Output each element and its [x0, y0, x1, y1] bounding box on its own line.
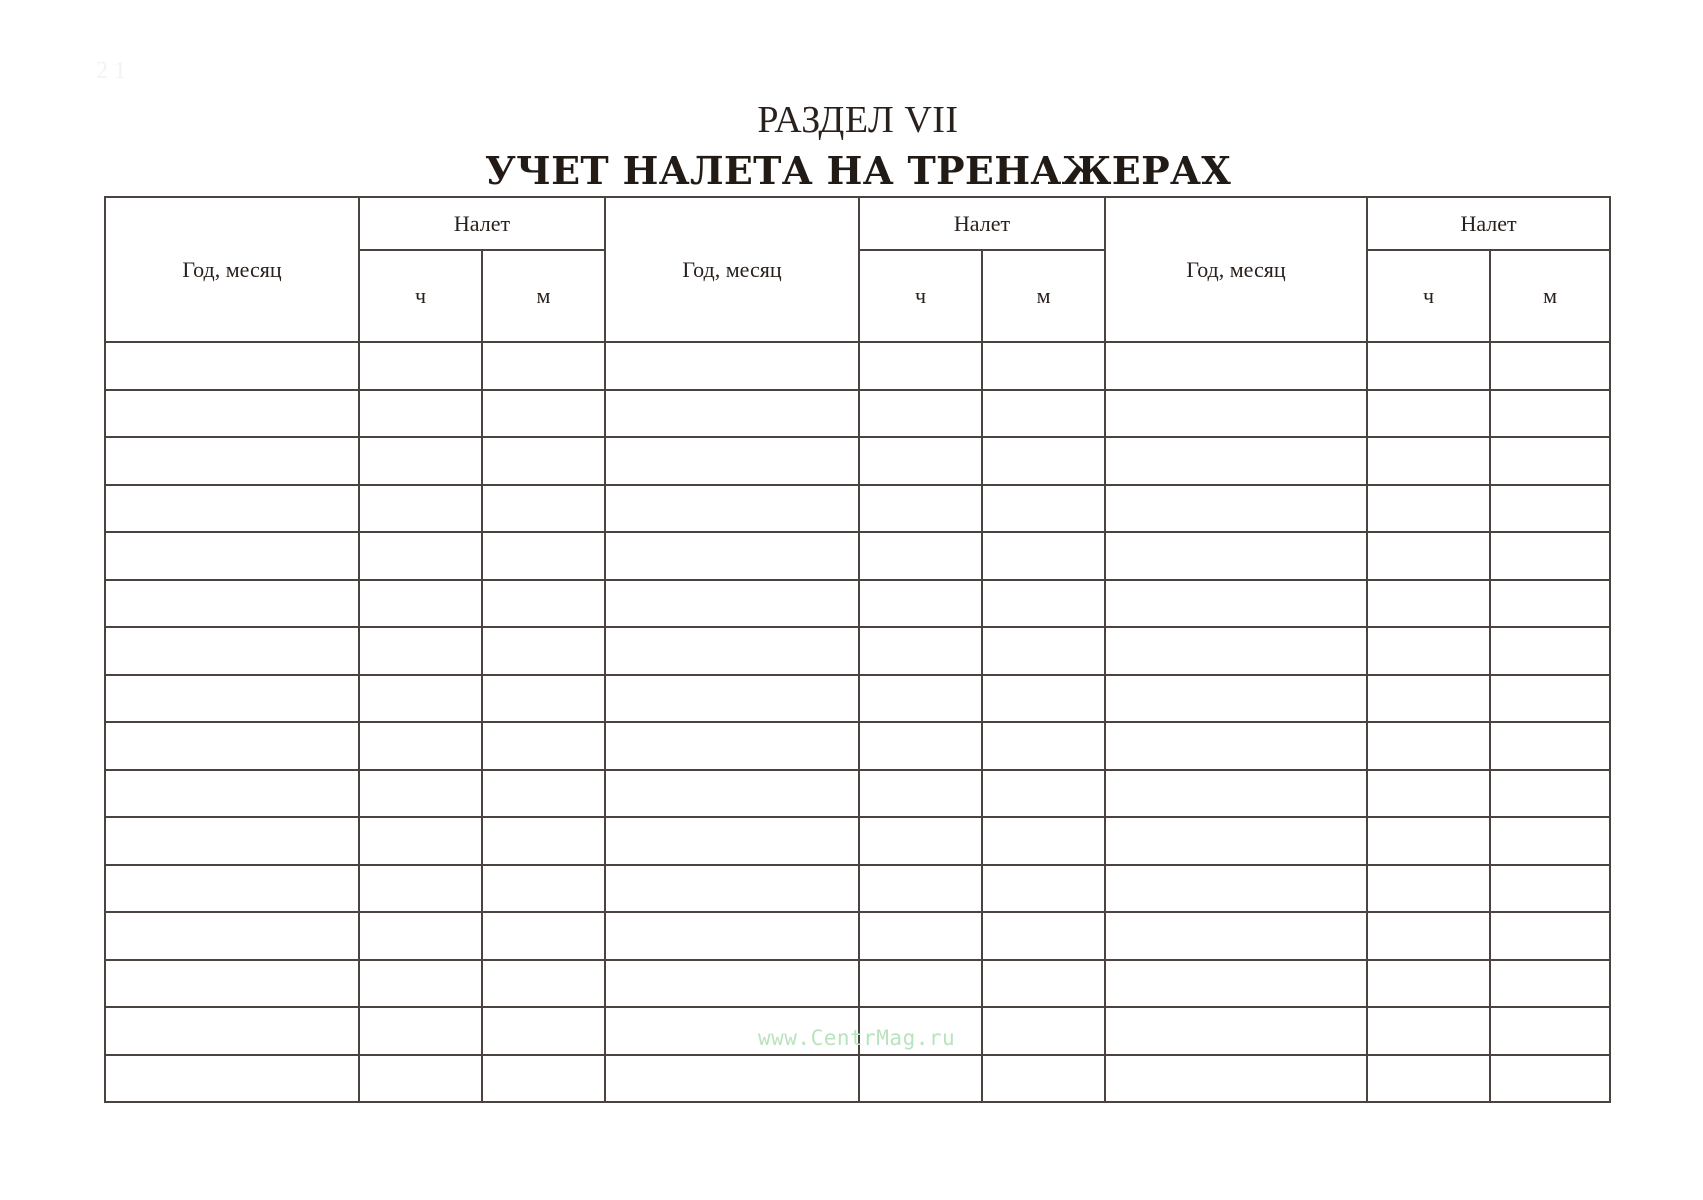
date-cell[interactable]: [605, 817, 859, 865]
minutes-cell[interactable]: [1490, 960, 1610, 1008]
hours-cell[interactable]: [359, 817, 482, 865]
table-body: [105, 342, 1610, 1102]
date-cell[interactable]: [1105, 627, 1367, 675]
hours-cell[interactable]: [859, 342, 982, 390]
minutes-cell[interactable]: [982, 960, 1105, 1008]
date-cell[interactable]: [1105, 342, 1367, 390]
minutes-cell[interactable]: [982, 342, 1105, 390]
date-column-header: Год, месяц: [105, 197, 359, 342]
hours-cell[interactable]: [1367, 485, 1490, 533]
date-cell[interactable]: [1105, 1055, 1367, 1103]
date-cell[interactable]: [605, 770, 859, 818]
section-label: РАЗДЕЛ VII: [757, 99, 959, 141]
minutes-cell[interactable]: [1490, 912, 1610, 960]
minutes-cell[interactable]: [982, 912, 1105, 960]
minutes-cell[interactable]: [982, 675, 1105, 723]
date-cell[interactable]: [1105, 770, 1367, 818]
hours-cell[interactable]: [359, 912, 482, 960]
date-cell[interactable]: [105, 817, 359, 865]
table-row: [105, 817, 1610, 865]
minutes-cell[interactable]: [982, 627, 1105, 675]
minutes-cell[interactable]: [482, 390, 605, 438]
minutes-cell[interactable]: [1490, 817, 1610, 865]
flight-log-table: [104, 196, 1611, 1103]
minutes-cell[interactable]: [482, 865, 605, 913]
hours-cell[interactable]: [859, 722, 982, 770]
hours-cell[interactable]: [1367, 960, 1490, 1008]
hours-cell[interactable]: [859, 390, 982, 438]
minutes-cell[interactable]: [482, 1007, 605, 1055]
minutes-cell[interactable]: [1490, 770, 1610, 818]
date-cell[interactable]: [105, 865, 359, 913]
minutes-cell[interactable]: [1490, 865, 1610, 913]
table-row: [105, 675, 1610, 723]
hours-column-header: ч: [1367, 250, 1490, 342]
flight-time-header: Налет: [859, 197, 1105, 250]
table-row: [105, 485, 1610, 533]
table-row: [105, 437, 1610, 485]
date-cell[interactable]: [605, 342, 859, 390]
minutes-cell[interactable]: [482, 342, 605, 390]
date-cell[interactable]: [605, 960, 859, 1008]
hours-cell[interactable]: [859, 912, 982, 960]
date-cell[interactable]: [105, 342, 359, 390]
hours-cell[interactable]: [359, 627, 482, 675]
date-cell[interactable]: [105, 627, 359, 675]
date-cell[interactable]: [1105, 1007, 1367, 1055]
minutes-cell[interactable]: [482, 532, 605, 580]
hours-cell[interactable]: [359, 770, 482, 818]
date-cell[interactable]: [1105, 865, 1367, 913]
minutes-cell[interactable]: [982, 1007, 1105, 1055]
date-cell[interactable]: [105, 770, 359, 818]
date-cell[interactable]: [605, 437, 859, 485]
hours-cell[interactable]: [859, 817, 982, 865]
hours-cell[interactable]: [359, 1007, 482, 1055]
hours-cell[interactable]: [1367, 770, 1490, 818]
date-cell[interactable]: [105, 722, 359, 770]
minutes-cell[interactable]: [482, 485, 605, 533]
page-title: УЧЕТ НАЛЕТА НА ТРЕНАЖЕРАХ: [485, 148, 1231, 193]
minutes-cell[interactable]: [482, 1055, 605, 1103]
minutes-cell[interactable]: [982, 865, 1105, 913]
date-cell[interactable]: [105, 960, 359, 1008]
date-cell[interactable]: [105, 532, 359, 580]
minutes-cell[interactable]: [482, 770, 605, 818]
minutes-cell[interactable]: [482, 437, 605, 485]
table-row: [105, 722, 1610, 770]
table-row: [105, 627, 1610, 675]
date-cell[interactable]: [605, 675, 859, 723]
minutes-cell[interactable]: [482, 817, 605, 865]
date-cell[interactable]: [105, 1007, 359, 1055]
hours-cell[interactable]: [1367, 1055, 1490, 1103]
minutes-column-header: м: [982, 250, 1105, 342]
hours-column-header: ч: [859, 250, 982, 342]
hours-cell[interactable]: [1367, 675, 1490, 723]
hours-cell[interactable]: [1367, 1007, 1490, 1055]
date-cell[interactable]: [1105, 437, 1367, 485]
minutes-cell[interactable]: [1490, 722, 1610, 770]
hours-cell[interactable]: [859, 865, 982, 913]
hours-cell[interactable]: [359, 675, 482, 723]
table-row: [105, 960, 1610, 1008]
hours-cell[interactable]: [359, 960, 482, 1008]
date-cell[interactable]: [1105, 675, 1367, 723]
date-cell[interactable]: [1105, 960, 1367, 1008]
table-header-row: [105, 197, 1610, 250]
date-cell[interactable]: [1105, 580, 1367, 628]
hours-cell[interactable]: [359, 1055, 482, 1103]
date-cell[interactable]: [1105, 912, 1367, 960]
date-cell[interactable]: [105, 437, 359, 485]
hours-cell[interactable]: [359, 485, 482, 533]
date-column-header: Год, месяц: [1105, 197, 1367, 342]
date-cell[interactable]: [1105, 722, 1367, 770]
hours-cell[interactable]: [1367, 532, 1490, 580]
minutes-cell[interactable]: [482, 627, 605, 675]
hours-cell[interactable]: [859, 580, 982, 628]
table-row: [105, 1055, 1610, 1103]
hours-cell[interactable]: [1367, 390, 1490, 438]
table-row: [105, 865, 1610, 913]
date-cell[interactable]: [105, 675, 359, 723]
minutes-cell[interactable]: [482, 675, 605, 723]
minutes-cell[interactable]: [982, 485, 1105, 533]
hours-cell[interactable]: [1367, 437, 1490, 485]
minutes-cell[interactable]: [1490, 1007, 1610, 1055]
hours-cell[interactable]: [859, 627, 982, 675]
minutes-cell[interactable]: [1490, 485, 1610, 533]
hours-cell[interactable]: [359, 342, 482, 390]
table-row: [105, 770, 1610, 818]
table-row: [105, 912, 1610, 960]
table-row: [105, 580, 1610, 628]
minutes-cell[interactable]: [1490, 675, 1610, 723]
minutes-cell[interactable]: [1490, 437, 1610, 485]
hours-cell[interactable]: [859, 770, 982, 818]
hours-cell[interactable]: [1367, 342, 1490, 390]
hours-cell[interactable]: [359, 390, 482, 438]
minutes-cell[interactable]: [982, 437, 1105, 485]
minutes-cell[interactable]: [982, 770, 1105, 818]
date-cell[interactable]: [605, 485, 859, 533]
hours-cell[interactable]: [859, 1055, 982, 1103]
minutes-cell[interactable]: [982, 1055, 1105, 1103]
hours-cell[interactable]: [1367, 865, 1490, 913]
flight-time-header: Налет: [359, 197, 605, 250]
hours-cell[interactable]: [859, 532, 982, 580]
hours-cell[interactable]: [1367, 580, 1490, 628]
minutes-cell[interactable]: [482, 580, 605, 628]
date-column-header: Год, месяц: [605, 197, 859, 342]
date-cell[interactable]: [605, 580, 859, 628]
date-cell[interactable]: [605, 912, 859, 960]
hours-cell[interactable]: [859, 485, 982, 533]
table-row: [105, 342, 1610, 390]
minutes-column-header: м: [482, 250, 605, 342]
hours-cell[interactable]: [359, 532, 482, 580]
date-cell[interactable]: [105, 390, 359, 438]
table-row: [105, 532, 1610, 580]
hours-cell[interactable]: [1367, 722, 1490, 770]
minutes-cell[interactable]: [1490, 390, 1610, 438]
minutes-cell[interactable]: [1490, 627, 1610, 675]
page-number: 2 1: [96, 58, 126, 84]
hours-cell[interactable]: [859, 675, 982, 723]
date-cell[interactable]: [605, 865, 859, 913]
watermark: www.CentrMag.ru: [758, 1026, 956, 1050]
hours-cell[interactable]: [1367, 627, 1490, 675]
minutes-cell[interactable]: [1490, 580, 1610, 628]
minutes-cell[interactable]: [982, 817, 1105, 865]
minutes-cell[interactable]: [982, 532, 1105, 580]
minutes-cell[interactable]: [982, 580, 1105, 628]
minutes-cell[interactable]: [1490, 342, 1610, 390]
date-cell[interactable]: [605, 627, 859, 675]
date-cell[interactable]: [105, 485, 359, 533]
hours-cell[interactable]: [859, 437, 982, 485]
hours-cell[interactable]: [1367, 817, 1490, 865]
minutes-cell[interactable]: [1490, 532, 1610, 580]
table-row: [105, 390, 1610, 438]
date-cell[interactable]: [605, 532, 859, 580]
minutes-cell[interactable]: [1490, 1055, 1610, 1103]
date-cell[interactable]: [605, 722, 859, 770]
date-cell[interactable]: [105, 1055, 359, 1103]
hours-cell[interactable]: [359, 722, 482, 770]
hours-cell[interactable]: [859, 960, 982, 1008]
hours-column-header: ч: [359, 250, 482, 342]
minutes-column-header: м: [1490, 250, 1610, 342]
hours-cell[interactable]: [359, 437, 482, 485]
minutes-cell[interactable]: [482, 912, 605, 960]
minutes-cell[interactable]: [982, 722, 1105, 770]
hours-cell[interactable]: [359, 580, 482, 628]
minutes-cell[interactable]: [982, 390, 1105, 438]
date-cell[interactable]: [1105, 532, 1367, 580]
date-cell[interactable]: [105, 912, 359, 960]
date-cell[interactable]: [1105, 390, 1367, 438]
date-cell[interactable]: [105, 580, 359, 628]
date-cell[interactable]: [1105, 817, 1367, 865]
minutes-cell[interactable]: [482, 722, 605, 770]
hours-cell[interactable]: [359, 865, 482, 913]
date-cell[interactable]: [1105, 485, 1367, 533]
hours-cell[interactable]: [1367, 912, 1490, 960]
minutes-cell[interactable]: [482, 960, 605, 1008]
date-cell[interactable]: [605, 390, 859, 438]
flight-time-header: Налет: [1367, 197, 1610, 250]
date-cell[interactable]: [605, 1055, 859, 1103]
